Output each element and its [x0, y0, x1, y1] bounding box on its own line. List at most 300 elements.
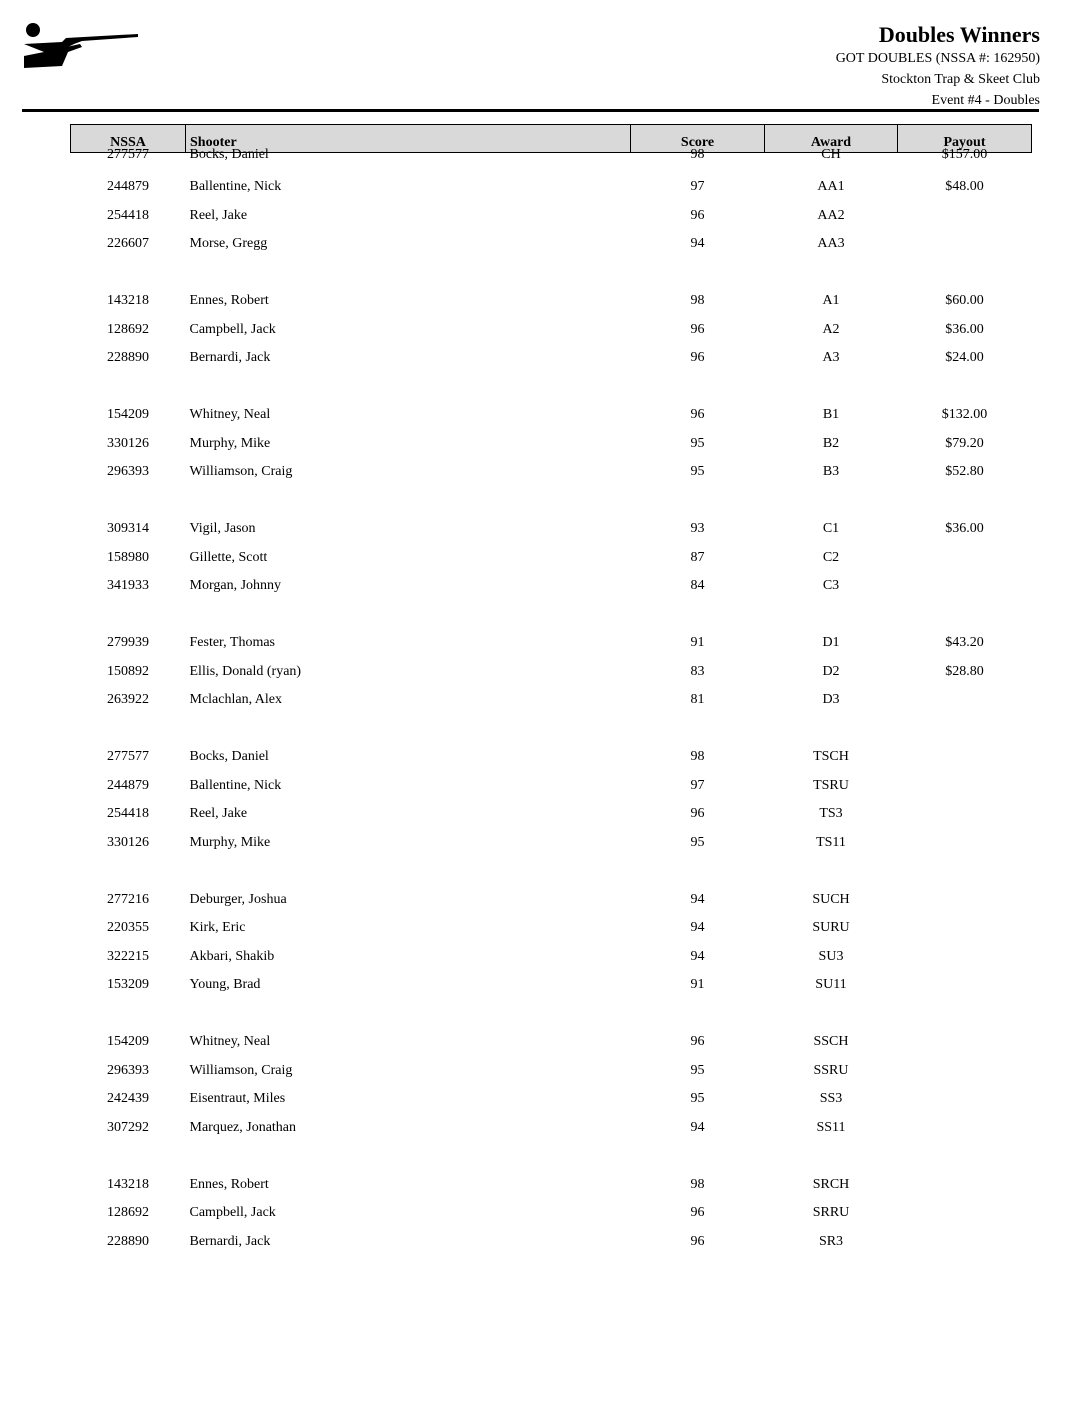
cell-award — [765, 549, 898, 578]
cell-shooter — [186, 1119, 631, 1148]
award-value: D1 — [822, 635, 840, 650]
cell-score — [631, 691, 765, 720]
cell-nssa — [71, 147, 186, 179]
report-title: Doubles Winners — [878, 22, 1040, 47]
cell-award — [765, 577, 898, 606]
cell-nssa — [71, 463, 186, 492]
cell-score — [631, 1062, 765, 1091]
cell-score — [631, 1119, 765, 1148]
shooter-value: Bernardi, Jack — [189, 350, 271, 365]
cell-payout — [898, 1033, 1032, 1062]
cell-score — [631, 147, 765, 179]
cell-award — [765, 435, 898, 464]
cell-award — [765, 948, 898, 977]
cell-payout — [898, 349, 1032, 378]
cell-score — [631, 520, 765, 549]
cell-payout — [898, 1062, 1032, 1091]
shooter-value: Marquez, Jonathan — [189, 1119, 297, 1135]
table-row — [71, 834, 1032, 863]
cell-shooter — [186, 1062, 631, 1091]
cell-payout — [898, 834, 1032, 863]
cell-score — [631, 663, 765, 692]
score-value: 98 — [690, 293, 705, 308]
cell-score — [631, 321, 765, 350]
payout-value: $52.80 — [945, 464, 984, 479]
cell-nssa — [71, 891, 186, 920]
cell-shooter — [186, 1090, 631, 1119]
award-value: TS11 — [816, 834, 846, 850]
shooter-value: Kirk, Eric — [189, 920, 246, 935]
col-header-payout: Payout — [898, 125, 1032, 153]
cell-shooter — [186, 919, 631, 948]
table-row — [71, 435, 1032, 464]
score-value: 95 — [690, 834, 705, 850]
shooter-value: Bocks, Daniel — [189, 147, 269, 162]
cell-payout — [898, 919, 1032, 948]
cell-award — [765, 691, 898, 720]
cell-shooter — [186, 948, 631, 977]
cell-score — [631, 748, 765, 777]
group-spacer — [71, 862, 1032, 891]
score-value: 81 — [690, 692, 705, 707]
cell-shooter — [186, 1176, 631, 1205]
award-value: TS3 — [819, 806, 843, 821]
cell-shooter — [186, 235, 631, 264]
score-value: 93 — [690, 521, 705, 536]
cell-score — [631, 207, 765, 236]
score-value: 98 — [690, 1176, 705, 1192]
nssa-value: 330126 — [107, 435, 149, 451]
shooter-value: Young, Brad — [189, 977, 261, 992]
report-header — [836, 22, 1040, 111]
table-row — [71, 178, 1032, 207]
cell-nssa — [71, 919, 186, 948]
nssa-value: 153209 — [107, 977, 149, 992]
shooter-value: Morgan, Johnny — [189, 578, 282, 593]
score-value: 94 — [690, 920, 705, 935]
cell-award — [765, 919, 898, 948]
shooter-value: Williamson, Craig — [189, 464, 293, 479]
award-value: C2 — [822, 549, 840, 565]
cell-score — [631, 976, 765, 1005]
cell-score — [631, 1090, 765, 1119]
cell-score — [631, 1033, 765, 1062]
table-row — [71, 1033, 1032, 1062]
table-row — [71, 976, 1032, 1005]
score-value: 95 — [690, 1062, 705, 1078]
nssa-value: 307292 — [107, 1119, 149, 1135]
nssa-value: 296393 — [107, 1062, 149, 1078]
payout-value: $79.20 — [945, 435, 984, 451]
nssa-value: 341933 — [107, 578, 149, 593]
cell-payout — [898, 1090, 1032, 1119]
club-name: Stockton Trap & Skeet Club — [881, 72, 1040, 87]
cell-score — [631, 1204, 765, 1233]
table-row — [71, 1233, 1032, 1262]
cell-nssa — [71, 634, 186, 663]
cell-nssa — [71, 1233, 186, 1262]
shooter-value: Williamson, Craig — [189, 1062, 293, 1078]
event-number: Event #4 - Doubles — [931, 93, 1040, 108]
group-spacer — [71, 264, 1032, 293]
cell-payout — [898, 891, 1032, 920]
table-row — [71, 1176, 1032, 1205]
col-header-shooter: Shooter — [186, 125, 631, 153]
table-row — [71, 1062, 1032, 1091]
cell-payout — [898, 691, 1032, 720]
group-spacer — [71, 1005, 1032, 1034]
winners-table — [70, 124, 1032, 1261]
cell-shooter — [186, 435, 631, 464]
award-value: C3 — [822, 578, 840, 593]
award-value: B2 — [822, 435, 840, 451]
table-row — [71, 805, 1032, 834]
cell-shooter — [186, 549, 631, 578]
score-value: 95 — [690, 435, 705, 451]
cell-score — [631, 891, 765, 920]
nssa-value: 254418 — [107, 207, 149, 223]
shooter-value: Eisentraut, Miles — [189, 1091, 286, 1106]
award-value: A1 — [822, 293, 840, 308]
award-value: CH — [821, 147, 841, 162]
cell-nssa — [71, 235, 186, 264]
award-value: SRRU — [812, 1205, 850, 1220]
table-row — [71, 891, 1032, 920]
cell-award — [765, 748, 898, 777]
shooter-logo-icon — [22, 22, 138, 70]
nssa-value: 128692 — [107, 1205, 149, 1220]
cell-nssa — [71, 805, 186, 834]
cell-shooter — [186, 663, 631, 692]
award-value: SU11 — [815, 977, 847, 992]
table-row — [71, 520, 1032, 549]
score-value: 98 — [690, 749, 705, 764]
cell-score — [631, 292, 765, 321]
cell-nssa — [71, 321, 186, 350]
nssa-value: 228890 — [107, 350, 149, 365]
cell-score — [631, 463, 765, 492]
group-spacer — [71, 606, 1032, 635]
shooter-value: Whitney, Neal — [189, 407, 271, 422]
score-value: 87 — [690, 549, 705, 565]
table-row — [71, 321, 1032, 350]
cell-nssa — [71, 1033, 186, 1062]
cell-payout — [898, 549, 1032, 578]
cell-nssa — [71, 748, 186, 777]
table-row — [71, 549, 1032, 578]
table-row — [71, 153, 1032, 179]
col-header-award: Award — [765, 125, 898, 153]
table-row — [71, 463, 1032, 492]
cell-award — [765, 178, 898, 207]
table-row — [71, 919, 1032, 948]
cell-score — [631, 435, 765, 464]
cell-award — [765, 634, 898, 663]
cell-score — [631, 406, 765, 435]
cell-payout — [898, 748, 1032, 777]
cell-payout — [898, 435, 1032, 464]
award-value: D3 — [822, 692, 840, 707]
nssa-value: 277577 — [107, 147, 149, 162]
nssa-value: 296393 — [107, 464, 149, 479]
cell-award — [765, 147, 898, 179]
shooter-value: Bernardi, Jack — [189, 1233, 271, 1249]
score-value: 94 — [690, 1119, 705, 1135]
table-row — [71, 948, 1032, 977]
cell-payout — [898, 1233, 1032, 1262]
cell-award — [765, 349, 898, 378]
table-row — [71, 292, 1032, 321]
cell-nssa — [71, 520, 186, 549]
award-value: SRCH — [812, 1176, 850, 1192]
award-value: C1 — [822, 521, 840, 536]
group-spacer — [71, 720, 1032, 749]
cell-award — [765, 292, 898, 321]
award-value: SSRU — [813, 1062, 849, 1078]
nssa-value: 143218 — [107, 293, 149, 308]
score-value: 96 — [690, 350, 705, 365]
cell-shooter — [186, 748, 631, 777]
cell-award — [765, 1033, 898, 1062]
score-value: 96 — [690, 1034, 705, 1049]
event-name: GOT DOUBLES (NSSA #: 162950) — [835, 51, 1040, 66]
cell-nssa — [71, 292, 186, 321]
nssa-value: 254418 — [107, 806, 149, 821]
table-row — [71, 1090, 1032, 1119]
table-row — [71, 349, 1032, 378]
cell-shooter — [186, 349, 631, 378]
cell-award — [765, 1119, 898, 1148]
cell-award — [765, 463, 898, 492]
cell-payout — [898, 1176, 1032, 1205]
cell-shooter — [186, 691, 631, 720]
payout-value: $60.00 — [945, 293, 984, 308]
cell-nssa — [71, 1062, 186, 1091]
award-value: SU3 — [818, 948, 844, 964]
cell-nssa — [71, 777, 186, 806]
score-value: 96 — [690, 321, 705, 337]
cell-shooter — [186, 976, 631, 1005]
cell-nssa — [71, 207, 186, 236]
cell-payout — [898, 207, 1032, 236]
cell-payout — [898, 663, 1032, 692]
nssa-value: 226607 — [107, 236, 149, 251]
cell-shooter — [186, 292, 631, 321]
nssa-value: 228890 — [107, 1233, 149, 1249]
cell-nssa — [71, 577, 186, 606]
score-value: 91 — [690, 977, 705, 992]
cell-shooter — [186, 1233, 631, 1262]
cell-payout — [898, 292, 1032, 321]
cell-score — [631, 577, 765, 606]
cell-nssa — [71, 1204, 186, 1233]
shooter-value: Murphy, Mike — [189, 435, 271, 451]
nssa-value: 244879 — [107, 777, 149, 793]
shooter-value: Vigil, Jason — [189, 521, 256, 536]
table-row — [71, 634, 1032, 663]
table-row — [71, 777, 1032, 806]
cell-shooter — [186, 1204, 631, 1233]
group-spacer — [71, 492, 1032, 521]
cell-award — [765, 520, 898, 549]
table-row — [71, 577, 1032, 606]
payout-value: $157.00 — [941, 147, 988, 162]
cell-nssa — [71, 976, 186, 1005]
cell-award — [765, 235, 898, 264]
cell-nssa — [71, 1176, 186, 1205]
cell-award — [765, 1062, 898, 1091]
table-row — [71, 691, 1032, 720]
cell-score — [631, 777, 765, 806]
table-row — [71, 1119, 1032, 1148]
cell-shooter — [186, 805, 631, 834]
cell-nssa — [71, 178, 186, 207]
cell-award — [765, 1176, 898, 1205]
col-header-nssa: NSSA — [71, 125, 186, 153]
cell-award — [765, 207, 898, 236]
cell-payout — [898, 777, 1032, 806]
group-spacer — [71, 378, 1032, 407]
cell-award — [765, 834, 898, 863]
nssa-value: 158980 — [107, 549, 149, 565]
cell-award — [765, 406, 898, 435]
nssa-value: 244879 — [107, 179, 149, 194]
cell-score — [631, 349, 765, 378]
cell-nssa — [71, 1090, 186, 1119]
award-value: SS11 — [816, 1119, 846, 1135]
cell-score — [631, 178, 765, 207]
nssa-value: 309314 — [107, 521, 149, 536]
table-row — [71, 663, 1032, 692]
cell-shooter — [186, 463, 631, 492]
cell-score — [631, 634, 765, 663]
table-row — [71, 1204, 1032, 1233]
cell-award — [765, 1204, 898, 1233]
shooter-value: Bocks, Daniel — [189, 749, 269, 764]
nssa-value: 277216 — [107, 891, 149, 907]
award-value: AA3 — [817, 236, 845, 251]
cell-award — [765, 805, 898, 834]
cell-nssa — [71, 691, 186, 720]
group-spacer — [71, 1147, 1032, 1176]
nssa-value: 220355 — [107, 920, 149, 935]
award-value: SS3 — [819, 1091, 843, 1106]
cell-award — [765, 663, 898, 692]
shooter-value: Ennes, Robert — [189, 1176, 269, 1192]
shooter-value: Deburger, Joshua — [189, 891, 287, 907]
cell-payout — [898, 805, 1032, 834]
score-value: 96 — [690, 207, 705, 223]
award-value: A3 — [822, 350, 840, 365]
shooter-value: Ennes, Robert — [189, 293, 269, 308]
nssa-value: 143218 — [107, 1176, 149, 1192]
cell-shooter — [186, 321, 631, 350]
cell-payout — [898, 321, 1032, 350]
cell-shooter — [186, 178, 631, 207]
award-value: A2 — [822, 321, 840, 337]
cell-nssa — [71, 435, 186, 464]
score-value: 96 — [690, 806, 705, 821]
shooter-value: Mclachlan, Alex — [189, 692, 283, 707]
cell-nssa — [71, 349, 186, 378]
cell-score — [631, 948, 765, 977]
cell-shooter — [186, 634, 631, 663]
score-value: 94 — [690, 236, 705, 251]
payout-value: $24.00 — [945, 350, 984, 365]
cell-payout — [898, 634, 1032, 663]
cell-payout — [898, 577, 1032, 606]
cell-shooter — [186, 520, 631, 549]
shooter-value: Ballentine, Nick — [189, 179, 282, 194]
cell-shooter — [186, 891, 631, 920]
score-value: 95 — [690, 1091, 705, 1106]
cell-shooter — [186, 577, 631, 606]
cell-nssa — [71, 948, 186, 977]
score-value: 84 — [690, 578, 705, 593]
award-value: TSRU — [813, 777, 849, 793]
cell-payout — [898, 178, 1032, 207]
table-row — [71, 207, 1032, 236]
score-value: 97 — [690, 777, 705, 793]
award-value: SSCH — [813, 1034, 849, 1049]
shooter-value: Whitney, Neal — [189, 1034, 271, 1049]
cell-payout — [898, 520, 1032, 549]
cell-shooter — [186, 207, 631, 236]
shooter-value: Campbell, Jack — [189, 321, 276, 337]
cell-payout — [898, 463, 1032, 492]
cell-shooter — [186, 147, 631, 179]
award-value: SR3 — [818, 1233, 844, 1249]
nssa-value: 154209 — [107, 407, 149, 422]
score-value: 83 — [690, 663, 705, 679]
payout-value: $36.00 — [945, 521, 984, 536]
payout-value: $43.20 — [945, 635, 984, 650]
shooter-value: Ballentine, Nick — [189, 777, 282, 793]
cell-award — [765, 321, 898, 350]
cell-shooter — [186, 834, 631, 863]
nssa-value: 154209 — [107, 1034, 149, 1049]
shooter-value: Murphy, Mike — [189, 834, 271, 850]
payout-value: $132.00 — [941, 407, 988, 422]
col-header-score: Score — [631, 125, 765, 153]
score-value: 96 — [690, 1233, 705, 1249]
cell-payout — [898, 976, 1032, 1005]
cell-score — [631, 1176, 765, 1205]
cell-payout — [898, 1119, 1032, 1148]
payout-value: $36.00 — [945, 321, 984, 337]
cell-score — [631, 919, 765, 948]
score-value: 91 — [690, 635, 705, 650]
cell-payout — [898, 406, 1032, 435]
cell-payout — [898, 1204, 1032, 1233]
table-row — [71, 406, 1032, 435]
payout-value: $28.80 — [945, 663, 984, 679]
shooter-value: Gillette, Scott — [189, 549, 268, 565]
cell-score — [631, 549, 765, 578]
shooter-value: Ellis, Donald (ryan) — [189, 663, 302, 679]
score-value: 95 — [690, 464, 705, 479]
nssa-value: 279939 — [107, 635, 149, 650]
nssa-value: 322215 — [107, 948, 149, 964]
cell-nssa — [71, 834, 186, 863]
award-value: B3 — [822, 464, 840, 479]
score-value: 94 — [690, 891, 705, 907]
shooter-value: Akbari, Shakib — [189, 948, 275, 964]
shooter-value: Reel, Jake — [189, 207, 248, 223]
cell-score — [631, 805, 765, 834]
payout-value: $48.00 — [945, 179, 984, 194]
header-divider — [22, 109, 1039, 112]
